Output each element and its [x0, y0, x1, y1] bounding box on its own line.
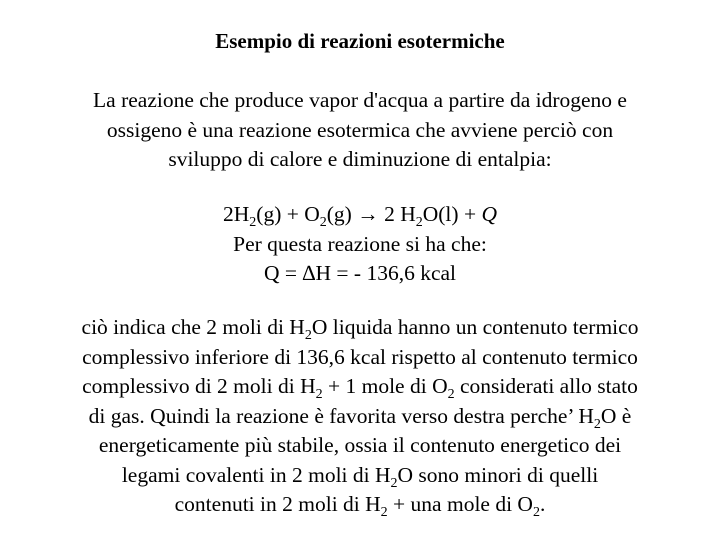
equation-text: 2H — [223, 202, 250, 226]
intro-paragraph — [40, 86, 680, 175]
text-run: ciò indica che 2 moli di H — [81, 315, 305, 339]
subscript: 2 — [415, 215, 423, 230]
text-run: . — [539, 492, 546, 516]
conclusion-paragraph — [40, 313, 680, 520]
reaction-equation — [40, 200, 680, 230]
slide-title: Esempio di reazioni esotermiche — [215, 29, 505, 53]
intro-line: sviluppo di calore e diminuzione di entalpia: — [168, 147, 552, 171]
equation-block — [40, 200, 680, 289]
enthalpy-line: Q = ∆H = - 136,6 kcal — [263, 261, 457, 285]
heat-symbol: Q — [481, 202, 497, 226]
subscript: 2 — [380, 505, 388, 520]
conclusion-line: complessivo inferiore di 136,6 kcal rispetto al contenuto termico — [82, 344, 638, 369]
equation-text: O(l) + — [422, 202, 482, 226]
subscript: 2 — [390, 475, 398, 491]
note-line: Per questa reazione si ha che: — [233, 231, 487, 256]
subscript: 2 — [304, 328, 312, 343]
conclusion-line — [40, 402, 680, 432]
conclusion-line — [40, 490, 680, 520]
text-run: O sono minori di quelli — [397, 462, 599, 487]
equation-text: (g) + O — [256, 202, 320, 226]
text-run: O liquida hanno un contenuto termico — [311, 315, 639, 339]
subscript: 2 — [319, 215, 327, 230]
text-run: + una mole di O — [387, 492, 533, 516]
text-run: di gas. Quindi la reazione è favorita verso destra perche’ H — [88, 403, 594, 428]
text-run: + 1 mole di O — [322, 374, 448, 398]
subscript: 2 — [593, 416, 601, 432]
text-run: complessivo di 2 moli di H — [82, 374, 316, 398]
subscript: 2 — [315, 387, 323, 402]
conclusion-line — [40, 461, 680, 491]
text-run: O è — [600, 403, 632, 428]
subscript: 2 — [249, 215, 257, 230]
text-run: considerati allo stato — [454, 374, 638, 398]
subscript: 2 — [532, 505, 540, 520]
intro-line: La reazione che produce vapor d'acqua a partire da idrogeno e — [93, 88, 627, 112]
conclusion-line — [40, 372, 680, 402]
intro-line: ossigeno è una reazione esotermica che avviene perciò con — [106, 117, 614, 142]
conclusion-line: energeticamente più stabile, ossia il contenuto energetico dei — [98, 433, 622, 457]
text-run: legami covalenti in 2 moli di H — [121, 462, 391, 487]
subscript: 2 — [447, 387, 455, 402]
text-run: contenuti in 2 moli di H — [174, 492, 381, 516]
conclusion-line — [40, 313, 680, 343]
equation-text: (g) → 2 H — [326, 202, 416, 226]
